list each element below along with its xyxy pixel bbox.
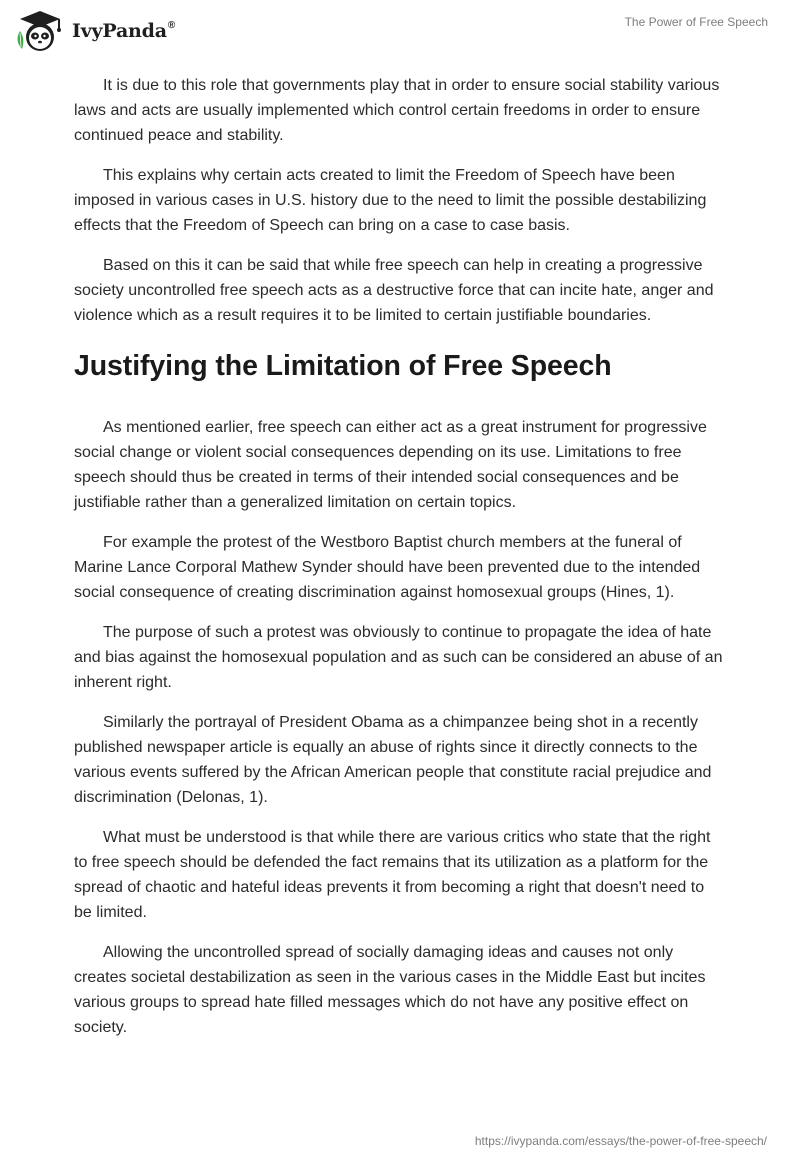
paragraph: Based on this it can be said that while free speech can help in creating a progressive society uncontrolled free speech acts as a destructive force that can incite hate, anger and violence which as a result requires it to be limited to certain justifiable boundaries. [74, 257, 714, 324]
ivypanda-logo[interactable] [14, 9, 175, 53]
registered-mark: ® [167, 20, 176, 31]
page-header [0, 0, 800, 60]
source-url[interactable]: https://ivypanda.com/essays/the-power-of-free-speech/ [474, 1134, 767, 1148]
article-body [74, 73, 726, 1055]
brand-text: IvyPanda [72, 20, 167, 42]
paragraph: This explains why certain acts created to limit the Freedom of Speech have been imposed in various cases in U.S. history due to the need to limit the possible destabilizing effects that the Freedom of Speech can bring on a case to case basis. [74, 167, 707, 234]
paragraph: The purpose of such a protest was obviously to continue to propagate the idea of hate and bias against the homosexual population and as such can be considered an abuse of an inherent right. [74, 624, 723, 691]
paragraph: It is due to this role that governments play that in order to ensure social stability various laws and acts are usually implemented which control certain freedoms in order to ensure continued peace and stability. [74, 77, 720, 144]
brand-name [72, 20, 175, 42]
paragraph: As mentioned earlier, free speech can either act as a great instrument for progressive social change or violent social consequences depending on its use. Limitations to free speech should thus be created in terms of their intended social consequences and be justifiable rather than a generalized limitation on certain topics. [74, 419, 707, 511]
paragraph: For example the protest of the Westboro Baptist church members at the funeral of Marine Lance Corporal Mathew Synder should have been prevented due to the intended social consequence of creating discrimination against homosexual groups (Hines, 1). [74, 534, 701, 601]
section-heading: Justifying the Limitation of Free Speech [74, 350, 612, 382]
document-title: The Power of Free Speech [624, 15, 768, 29]
paragraph: Similarly the portrayal of President Obama as a chimpanzee being shot in a recently published newspaper article is equally an abuse of rights since it directly connects to the various events suffered by the African American people that constitute racial prejudice and discrimination (Delonas, 1). [74, 714, 712, 806]
panda-graduate-icon [14, 9, 66, 53]
paragraph: What must be understood is that while there are various critics who state that the right to free speech should be defended the fact remains that its utilization as a platform for the spread of chaotic and hateful ideas prevents it from becoming a right that doesn't need to be limited. [74, 829, 711, 921]
paragraph: Allowing the uncontrolled spread of socially damaging ideas and causes not only creates societal destabilization as seen in the various cases in the Middle East but incites various groups to spread hate filled messages which do not have any positive effect on society. [74, 944, 706, 1036]
